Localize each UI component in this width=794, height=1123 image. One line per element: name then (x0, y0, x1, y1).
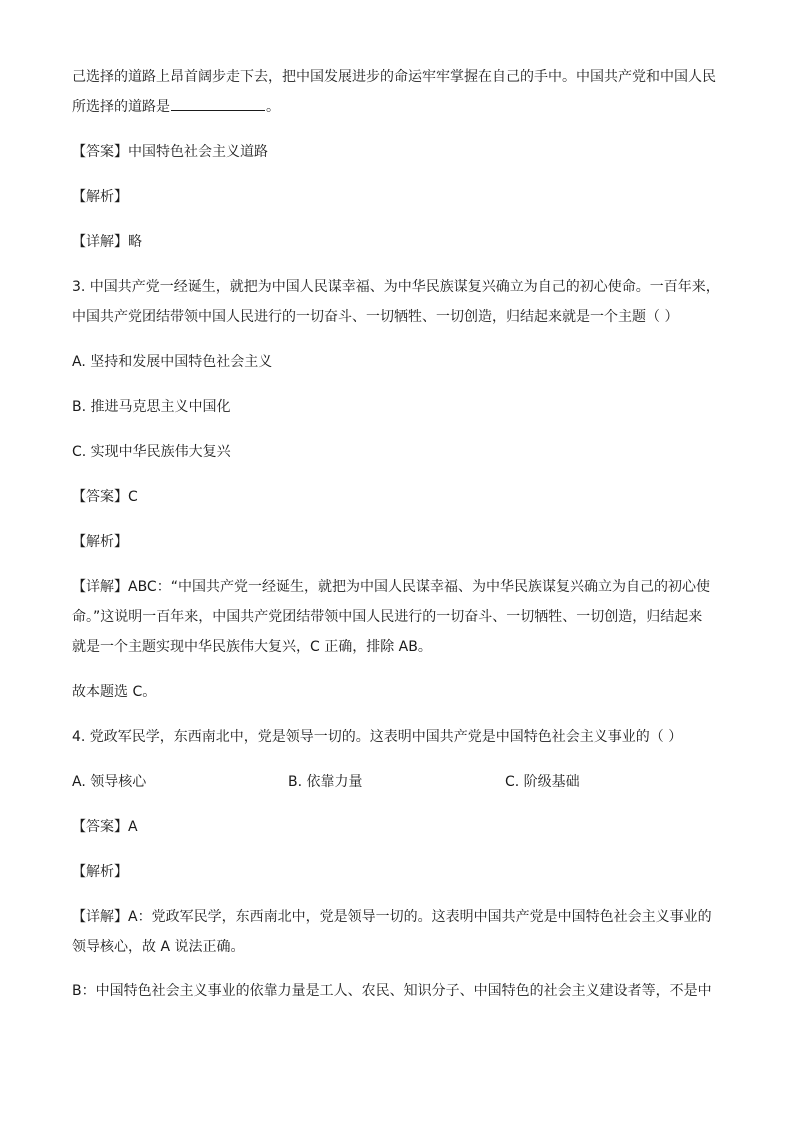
q4-options-row (72, 767, 722, 797)
q4-detail-line-2: 领导核心，故 A 说法正确。 (72, 939, 245, 955)
q3-option-b: B. 推进马克思主义中国化 (72, 399, 231, 415)
q4-question-line-1: 4. 党政军民学，东西南北中，党是领导一切的。这表明中国共产党是中国特色社会主义事业的（ ） (72, 729, 683, 745)
q4-detail-line-1: 【详解】A：党政军民学，东西南北中，党是领导一切的。这表明中国共产党是中国特色社会主义事业的 (72, 909, 712, 925)
q4-option-a: A. 领导核心 (72, 774, 147, 790)
q3-detail-line-2: 命。”这说明一百年来，中国共产党团结带领中国人民进行的一切奋斗、一切牺牲、一切创造，归结起来 (72, 609, 703, 625)
q3-question-line-1: 3. 中国共产党一经诞生，就把为中国人民谋幸福、为中华民族谋复兴确立为自己的初心使命。一百年来， (72, 279, 720, 295)
q4-option-c: C. 阶级基础 (505, 774, 580, 790)
q3-detail-line-3: 就是一个主题实现中华民族伟大复兴，C 正确，排除 AB。 (72, 639, 432, 655)
q3-answer: 【答案】C (72, 489, 138, 505)
q2-answer: 【答案】中国特色社会主义道路 (72, 144, 268, 160)
q4-analysis-heading: 【解析】 (72, 864, 128, 880)
q4-answer: 【答案】A (72, 819, 138, 835)
q4-option-b: B. 依靠力量 (288, 774, 363, 790)
q2-text-line-2-pre: 所选择的道路是 (72, 99, 170, 115)
q3-option-a: A. 坚持和发展中国特色社会主义 (72, 354, 273, 370)
q2-text-line-1: 己选择的道路上昂首阔步走下去，把中国发展进步的命运牢牢掌握在自己的手中。中国共产党和中国人民 (72, 69, 716, 85)
q2-text-line-2-post: 。 (266, 99, 280, 115)
q4-detail-line-3: B：中国特色社会主义事业的依靠力量是工人、农民、知识分子、中国特色的社会主义建设者等，不是中 (72, 983, 712, 999)
document-page (72, 62, 722, 1006)
q3-question-line-2: 中国共产党团结带领中国人民进行的一切奋斗、一切牺牲、一切创造，归结起来就是一个主题（ ） (72, 309, 679, 325)
q3-conclusion: 故本题选 C。 (72, 684, 157, 700)
q2-analysis-heading: 【解析】 (72, 189, 128, 205)
q3-analysis-heading: 【解析】 (72, 534, 128, 550)
fill-in-blank (171, 94, 265, 111)
q3-detail-line-1: 【详解】ABC：“中国共产党一经诞生，就把为中国人民谋幸福、为中华民族谋复兴确立为自己的初心使 (72, 579, 710, 595)
q2-text-line-2 (72, 92, 722, 122)
q2-detail: 【详解】略 (72, 234, 142, 250)
q3-option-c: C. 实现中华民族伟大复兴 (72, 444, 231, 460)
